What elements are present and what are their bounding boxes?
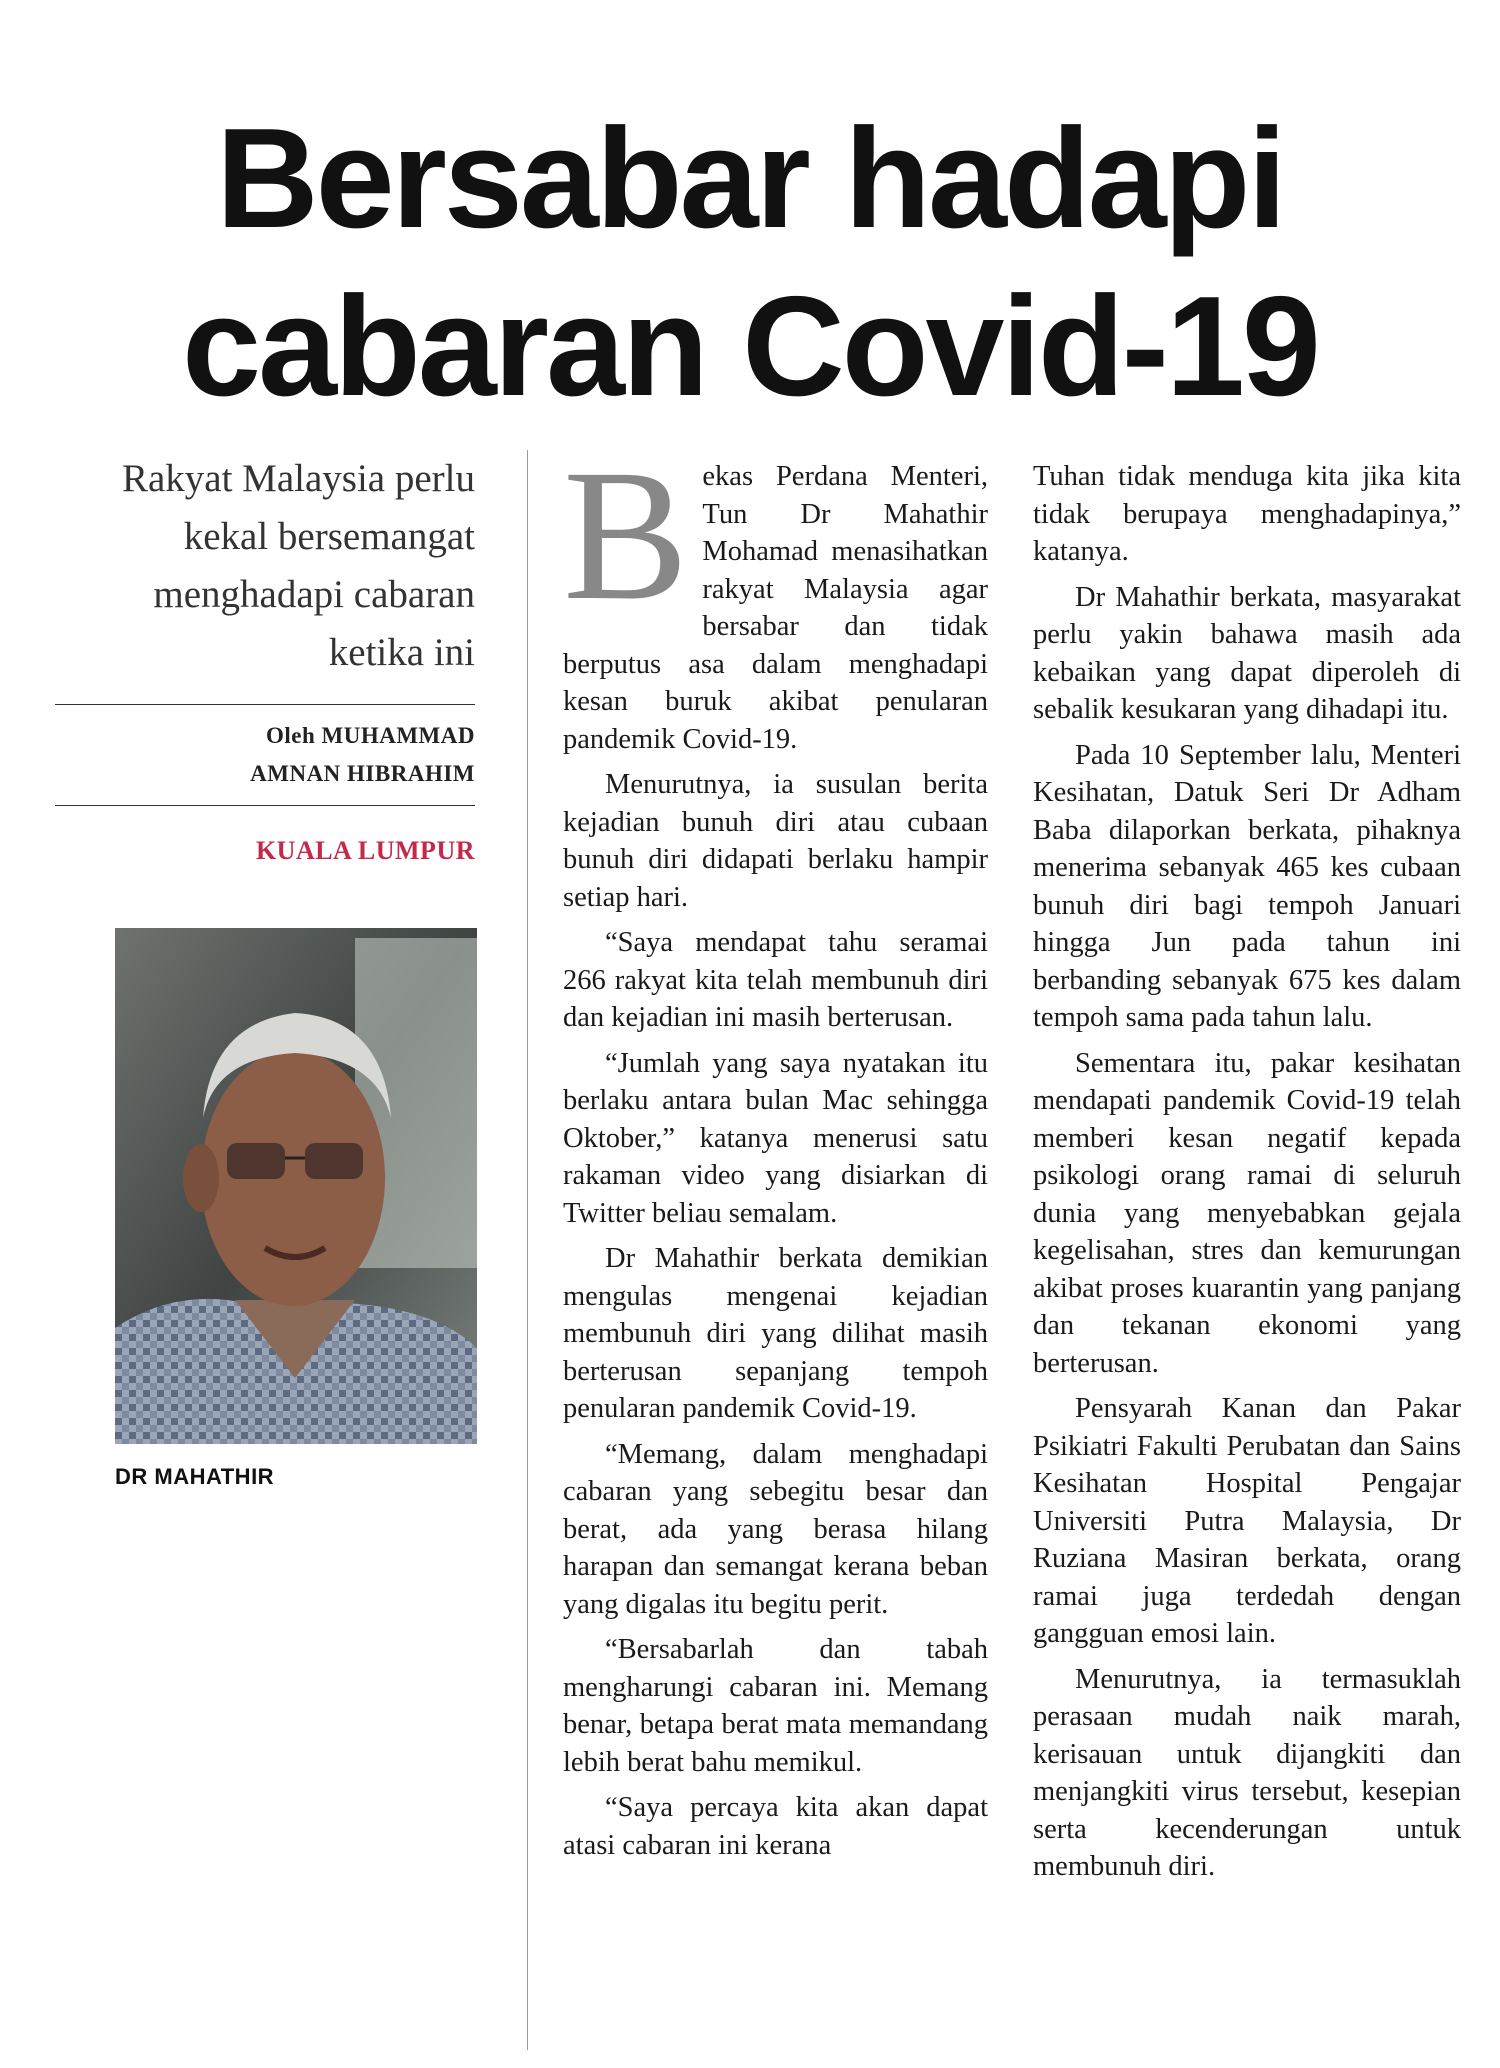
portrait-photo bbox=[115, 928, 477, 1444]
lead-text: ekas Perdana Menteri, Tun Dr Mahathir Mohamad menasihatkan rakyat Malaysia agar bersabar dan tidak berputus asa dalam menghadapi kesan buruk akibat penularan pandemik Covid-19. bbox=[563, 461, 988, 755]
paragraph: Sementara itu, pakar kesihatan mendapati pandemik Covid-19 telah memberi kesan negatif kepada psikologi orang ramai di seluruh dunia yang menyebabkan gejala kegelisahan, stres dan kemurungan akibat proses kuarantin yang panjang dan tekanan ekonomi yang berterusan. bbox=[1033, 1047, 1461, 1379]
paragraph: Menurutnya, ia susulan berita kejadian bunuh diri atau cubaan bunuh diri didapati berlaku hampir setiap hari. bbox=[563, 769, 988, 913]
article-column-1 bbox=[563, 430, 988, 1872]
paragraph: “Jumlah yang saya nyatakan itu berlaku antara bulan Mac sehingga Oktober,” katanya menerusi satu rakaman video yang disiarkan di Twitter beliau semalam. bbox=[563, 1047, 988, 1229]
portrait-illustration bbox=[115, 928, 477, 1444]
paragraph: Dr Mahathir berkata, masyarakat perlu yakin bahawa masih ada kebaikan yang dapat diperoleh di sebalik kesukaran yang dihadapi itu. bbox=[1033, 581, 1461, 725]
paragraph: Menurutnya, ia termasuklah perasaan mudah naik marah, kerisauan untuk dijangkiti dan menjangkiti virus tersebut, kesepian serta kecenderungan untuk membunuh diri. bbox=[1033, 1663, 1461, 1882]
drop-cap: B bbox=[563, 430, 689, 639]
headline bbox=[150, 95, 1350, 431]
dateline: KUALA LUMPUR bbox=[255, 836, 475, 865]
paragraph: Pensyarah Kanan dan Pakar Psikiatri Fakulti Perubatan dan Sains Kesihatan Hospital Pengajar Universiti Putra Malaysia, Dr Ruziana Masiran berkata, orang ramai juga terdedah dengan gangguan emosi lain. bbox=[1033, 1393, 1461, 1649]
byline-line-2: AMNAN HIBRAHIM bbox=[250, 761, 475, 786]
paragraph: “Bersabarlah dan tabah mengharungi cabaran ini. Memang benar, betapa berat mata memandang lebih berat bahu memikul. bbox=[563, 1634, 988, 1778]
paragraph: “Saya percaya kita akan dapat atasi cabaran ini kerana bbox=[563, 1792, 988, 1861]
byline bbox=[55, 717, 475, 793]
byline-line-1: Oleh MUHAMMAD bbox=[266, 723, 475, 748]
divider-top bbox=[55, 704, 475, 705]
paragraph: “Saya mendapat tahu seramai 266 rakyat kita telah membunuh diri dan kejadian ini masih berterusan. bbox=[563, 927, 988, 1033]
photo-caption: DR MAHATHIR bbox=[115, 1464, 275, 1489]
standfirst: Rakyat Malaysia perlu kekal bersemangat menghadapi cabaran ketika ini bbox=[121, 457, 475, 674]
headline-line-2: cabaran Covid-19 bbox=[182, 267, 1318, 426]
article-column-2 bbox=[1033, 458, 1461, 1894]
divider-bottom bbox=[55, 805, 475, 806]
article-sidebar bbox=[55, 450, 475, 866]
lead-paragraph bbox=[563, 430, 988, 758]
paragraph: Dr Mahathir berkata demikian mengulas mengenai kejadian membunuh diri yang dilihat masih berterusan sepanjang tempoh penularan pandemik Covid-19. bbox=[563, 1243, 988, 1424]
paragraph-continuation: Tuhan tidak menduga kita jika kita tidak berupaya menghadapinya,” katanya. bbox=[1033, 461, 1461, 567]
headline-line-1: Bersabar hadapi bbox=[216, 99, 1284, 258]
paragraph: “Memang, dalam menghadapi cabaran yang sebegitu besar dan berat, ada yang berasa hilang harapan dan semangat kerana beban yang digalas itu begitu perit. bbox=[563, 1438, 988, 1620]
column-divider bbox=[527, 450, 528, 2050]
paragraph: Pada 10 September lalu, Menteri Kesihatan, Datuk Seri Dr Adham Baba dilaporkan berkata, pihaknya menerima sebanyak 465 kes cubaan bunuh diri bagi tempoh Januari hingga Jun pada tahun ini berbanding sebanyak 675 kes dalam tempoh sama pada tahun lalu. bbox=[1033, 739, 1461, 1033]
